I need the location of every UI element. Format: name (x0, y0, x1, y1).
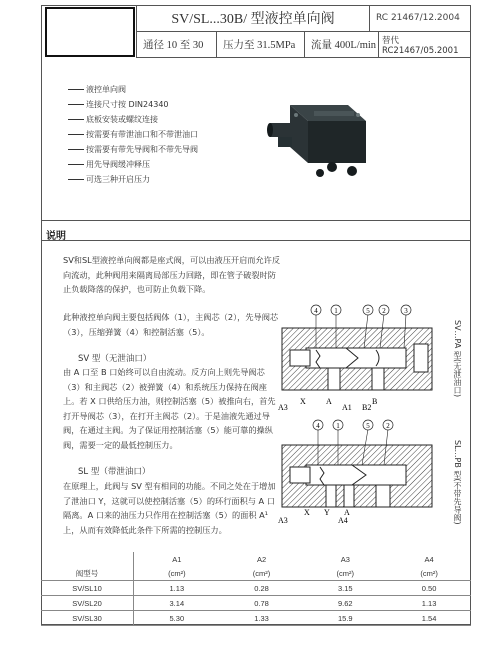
model-cell: SV/SL10 (41, 581, 134, 596)
column-header: A1 (172, 554, 182, 564)
table-row (41, 611, 471, 626)
svg-text:A3: A3 (278, 516, 288, 525)
column-header: A2 (256, 554, 267, 564)
svg-text:A: A (344, 508, 350, 517)
svg-text:A4: A4 (338, 516, 348, 525)
svg-text:B2: B2 (362, 403, 372, 412)
svg-text:A1: A1 (342, 403, 352, 412)
value-cell: 3.14 (134, 596, 220, 611)
value-cell: 1.13 (387, 596, 471, 611)
spec-replaces: 替代 RC21467/05.2001 (378, 32, 471, 58)
sl-type-title: SL 型（带泄油口） (78, 467, 151, 477)
svg-text:2: 2 (382, 307, 386, 315)
feature-item: 用先导阀缓冲释压 (68, 157, 198, 172)
area-table (41, 552, 471, 626)
sv-diagram-caption: SV…PA 型(无泄油口) (453, 320, 462, 398)
section-divider (41, 240, 471, 241)
row-header-label: 阀型号 (41, 566, 134, 581)
feature-item: 按需要有带先导阀和不带先导阀 (68, 142, 198, 157)
model-cell: SV/SL20 (41, 596, 134, 611)
unit-cell: (cm²) (220, 566, 304, 581)
svg-text:A3: A3 (278, 403, 288, 412)
svg-text:2: 2 (386, 422, 390, 430)
page-title: SV/SL...30B/ 型液控单向阀 (136, 5, 369, 32)
value-cell: 1.33 (220, 611, 304, 626)
spec-size: 通径 10 至 30 (136, 32, 216, 58)
sl-cross-section-diagram (276, 415, 446, 533)
table-unit-row (41, 566, 471, 581)
unit-cell: (cm²) (387, 566, 471, 581)
value-cell: 3.15 (303, 581, 387, 596)
svg-text:1: 1 (336, 422, 340, 430)
column-header: A3 (340, 554, 350, 564)
column-header: A4 (424, 554, 434, 564)
model-cell: SV/SL30 (41, 611, 134, 626)
svg-text:5: 5 (366, 422, 370, 430)
sv-cross-section-diagram (276, 300, 446, 418)
value-cell: 0.78 (220, 596, 304, 611)
sl-diagram-caption: SL…PB 型(不带先导阀) (453, 440, 462, 525)
svg-text:4: 4 (316, 422, 320, 430)
feature-item: 按需要有带泄油口和不带泄油口 (68, 127, 198, 142)
value-cell: 0.28 (220, 581, 304, 596)
svg-text:5: 5 (366, 307, 370, 315)
svg-text:1: 1 (334, 307, 338, 315)
unit-cell: (cm²) (303, 566, 387, 581)
spec-pressure: 压力至 31.5MPa (216, 32, 304, 58)
feature-list (68, 82, 198, 187)
unit-cell: (cm²) (134, 566, 220, 581)
feature-item: 底板安装或螺纹连接 (68, 112, 198, 127)
svg-text:4: 4 (314, 307, 318, 315)
sv-type-title: SV 型（无泄油口） (78, 354, 152, 364)
valve-product-image (262, 85, 372, 185)
logo-placeholder (45, 7, 135, 57)
description-paragraph: SV和SL型液控单向阀都是座式阀，可以由液压开启而允许反向流动，此种阀用来隔离局部压力回路，即在管子破裂时防止负载降落的保护，也可防止负载下降。 (63, 255, 281, 295)
feature-item: 连接尺寸按 DIN24340 (68, 97, 198, 112)
value-cell: 1.13 (134, 581, 220, 596)
value-cell: 5.30 (134, 611, 220, 626)
sl-type-text: 在原理上，此阀与 SV 型有相同的功能。不同之处在于增加了泄油口 Y，这就可以使控制活塞（5）的环行面积与 A 口隔离。A 口来的油压力只作用在控制活塞（5）的面积 A¹ 上，从而有效降低此条件下所需的控制压力。 (63, 481, 276, 535)
sv-type-text: 由 A 口至 B 口始终可以自由流动。反方向上则先导阀芯（3）和主阀芯（2）被弹簧（4）和系统压力保持在阀座上。若 X 口供给压力油，则控制活塞（5）被推向右，首先打开导阀芯（3），在打开主阀芯（2）。于是油液先通过导阀，在通过主阀。为了保证用控制活塞（5）能可靠的操纵阀，需要一定的最低控制压力。 (63, 367, 276, 450)
spec-flow: 流量 400L/min (304, 32, 378, 58)
table-row (41, 596, 471, 611)
svg-text:B: B (372, 397, 378, 406)
svg-text:Y: Y (324, 508, 330, 517)
feature-item: 可选三种开启压力 (68, 172, 198, 187)
section-title: 说明 (46, 231, 66, 242)
value-cell: 0.50 (387, 581, 471, 596)
svg-text:X: X (300, 397, 306, 406)
standard-number: RC 21467/12.2004 (369, 5, 471, 32)
components-paragraph: 此种液控单向阀主要包括阀体（1），主阀芯（2），先导阀芯（3），压缩弹簧（4）和控制活塞（5）。 (63, 312, 279, 337)
svg-text:X: X (304, 508, 310, 517)
svg-text:3: 3 (404, 307, 408, 315)
table-header-row (41, 552, 471, 566)
table-row (41, 581, 471, 596)
value-cell: 15.9 (303, 611, 387, 626)
section-divider (41, 220, 471, 221)
feature-item: 液控单向阀 (68, 82, 198, 97)
value-cell: 9.62 (303, 596, 387, 611)
svg-text:A: A (326, 397, 332, 406)
value-cell: 1.54 (387, 611, 471, 626)
